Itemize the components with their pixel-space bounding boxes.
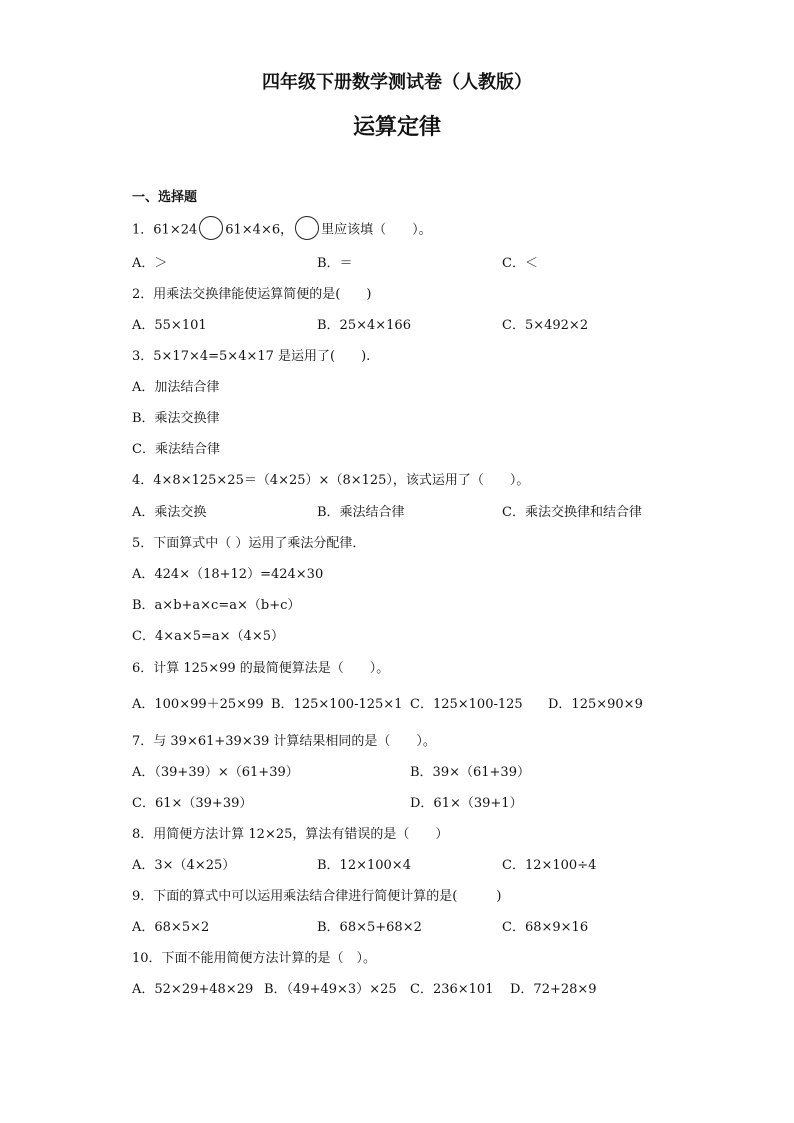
question-3-option-b[interactable]: B．乘法交换律	[132, 411, 220, 426]
question-8-option-a[interactable]: A．3×（4×25）	[132, 858, 236, 873]
question-3-stem: 3．5×17×4=5×4×17 是运用了( ).	[132, 349, 371, 364]
question-2-stem: 2．用乘法交换律能使运算简便的是( )	[132, 287, 372, 302]
question-6-option-d[interactable]: D．125×90×9	[548, 697, 643, 712]
question-3-option-c[interactable]: C．乘法结合律	[132, 442, 220, 457]
question-9-stem: 9．下面的算式中可以运用乘法结合律进行简便计算的是( )	[132, 889, 502, 904]
page-subtitle: 运算定律	[352, 115, 441, 140]
question-1-option-c[interactable]: C．＜	[502, 256, 538, 271]
question-2-option-b[interactable]: B．25×4×166	[317, 318, 411, 333]
question-6-stem: 6．计算 125×99 的最简便算法是（ ）。	[132, 661, 390, 676]
question-6-option-b[interactable]: B．125×100-125×1	[271, 697, 403, 712]
question-5-option-b[interactable]: B．a×b+a×c=a×（b+c）	[132, 598, 301, 613]
question-8-option-c[interactable]: C．12×100÷4	[502, 858, 597, 873]
question-6-option-a[interactable]: A．100×99＋25×99	[132, 697, 264, 712]
question-10-option-c[interactable]: C．236×101	[410, 982, 494, 997]
question-7-option-b[interactable]: B．39×（61+39）	[410, 765, 530, 780]
question-4-option-c[interactable]: C．乘法交换律和结合律	[502, 505, 642, 520]
question-4-stem: 4．4×8×125×25＝（4×25）×（8×125），该式运用了（ ）。	[132, 473, 530, 488]
question-1-stem	[132, 218, 432, 242]
question-9-option-a[interactable]: A．68×5×2	[132, 920, 210, 935]
question-2-option-c[interactable]: C．5×492×2	[502, 318, 589, 333]
page-title: 四年级下册数学测试卷（人教版）	[262, 72, 532, 93]
question-1-option-a[interactable]: A．＞	[132, 256, 168, 271]
question-7-option-a[interactable]: A．（39+39）×（61+39）	[132, 765, 299, 780]
question-10-option-b[interactable]: B．（49+49×3）×25	[264, 982, 397, 997]
question-10-stem: 10．下面不能用简便方法计算的是（ ）。	[132, 951, 377, 966]
question-4-option-a[interactable]: A．乘法交换	[132, 505, 207, 520]
question-7-option-d[interactable]: D．61×（39+1）	[410, 796, 523, 811]
question-1-stem-part-a: 1．61×24	[132, 222, 198, 238]
question-5-option-a[interactable]: A．424×（18+12）=424×30	[132, 567, 324, 582]
question-9-option-c[interactable]: C．68×9×16	[502, 920, 589, 935]
blank-circle-icon	[295, 216, 319, 240]
question-5-stem: 5．下面算式中（ ）运用了乘法分配律．	[132, 536, 366, 551]
question-7-stem: 7．与 39×61+39×39 计算结果相同的是（ ）。	[132, 734, 436, 749]
question-8-stem: 8．用简便方法计算 12×25，算法有错误的是（ ）	[132, 827, 449, 842]
question-10-option-d[interactable]: D．72+28×9	[510, 982, 597, 997]
question-8-option-b[interactable]: B．12×100×4	[317, 858, 411, 873]
question-6-option-c[interactable]: C．125×100-125	[410, 697, 523, 712]
question-1-stem-part-c: 里应该填（ ）。	[321, 222, 432, 238]
question-2-option-a[interactable]: A．55×101	[132, 318, 207, 333]
question-10-option-a[interactable]: A．52×29+48×29	[132, 982, 254, 997]
section-heading: 一、选择题	[132, 190, 198, 205]
question-5-option-c[interactable]: C．4×a×5=a×（4×5）	[132, 629, 284, 644]
question-9-option-b[interactable]: B．68×5+68×2	[317, 920, 422, 935]
question-1-stem-part-b: 61×4×6，	[225, 222, 294, 238]
question-3-option-a[interactable]: A．加法结合律	[132, 380, 220, 395]
question-1-option-b[interactable]: B．＝	[317, 256, 353, 271]
question-4-option-b[interactable]: B．乘法结合律	[317, 505, 405, 520]
question-7-option-c[interactable]: C．61×（39+39）	[132, 796, 253, 811]
blank-circle-icon	[199, 216, 223, 240]
